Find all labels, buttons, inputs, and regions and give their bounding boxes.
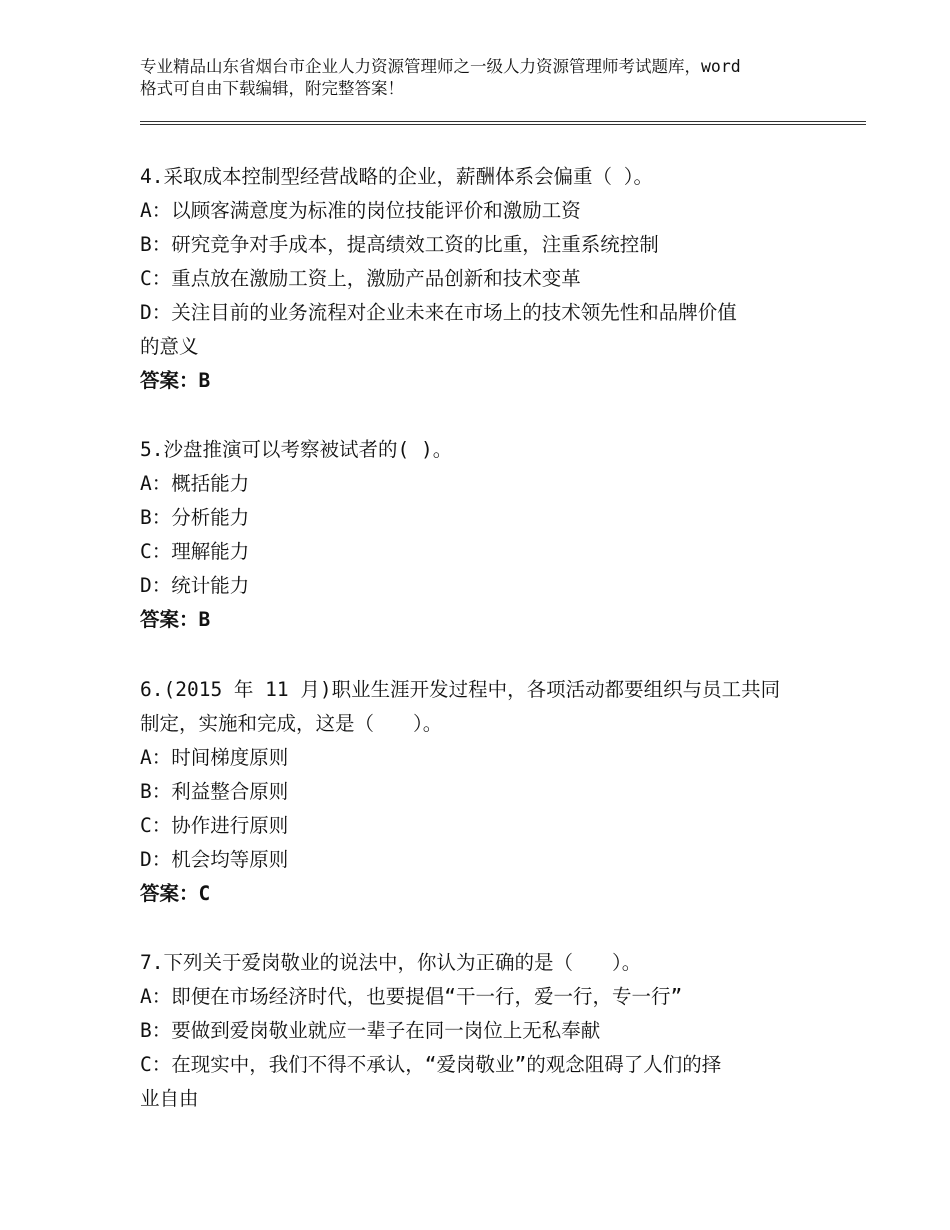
answer-label: 答案： xyxy=(140,882,199,905)
header-divider-bottom xyxy=(140,124,866,125)
option-c-continued: 业自由 xyxy=(140,1087,199,1110)
option-c: C：在现实中，我们不得不承认，“爱岗敬业”的观念阻碍了人们的择 xyxy=(140,1053,722,1076)
header-divider-top xyxy=(140,121,866,122)
answer-label: 答案： xyxy=(140,369,199,392)
document-header xyxy=(140,56,840,100)
answer xyxy=(140,603,820,637)
option-b: B：利益整合原则 xyxy=(140,780,289,803)
question-stem-continued: 制定，实施和完成，这是（ ）。 xyxy=(140,712,443,735)
header-line-1: 专业精品山东省烟台市企业人力资源管理师之一级人力资源管理师考试题库，word xyxy=(140,57,741,76)
question-stem: 7.下列关于爱岗敬业的说法中，你认为正确的是（ ）。 xyxy=(140,951,642,974)
option-c: C：重点放在激励工资上，激励产品创新和技术变革 xyxy=(140,267,581,290)
option-b: B：研究竞争对手成本，提高绩效工资的比重，注重系统控制 xyxy=(140,233,659,256)
question-5 xyxy=(140,433,820,637)
answer-label: 答案： xyxy=(140,608,199,631)
option-d: D：机会均等原则 xyxy=(140,848,289,871)
answer xyxy=(140,364,820,398)
question-stem: 5.沙盘推演可以考察被试者的( )。 xyxy=(140,438,453,461)
question-6 xyxy=(140,673,820,911)
option-a: A：以顾客满意度为标准的岗位技能评价和激励工资 xyxy=(140,199,581,222)
answer-value: C xyxy=(198,882,211,905)
question-stem: 6.(2015 年 11 月)职业生涯开发过程中，各项活动都要组织与员工共同 xyxy=(140,678,781,701)
option-d-continued: 的意义 xyxy=(140,335,199,358)
option-a: A：时间梯度原则 xyxy=(140,746,289,769)
option-b: B：分析能力 xyxy=(140,506,250,529)
option-a: A：概括能力 xyxy=(140,472,250,495)
question-7 xyxy=(140,946,820,1116)
option-c: C：理解能力 xyxy=(140,540,250,563)
question-4 xyxy=(140,160,820,398)
option-c: C：协作进行原则 xyxy=(140,814,289,837)
option-b: B：要做到爱岗敬业就应一辈子在同一岗位上无私奉献 xyxy=(140,1019,601,1042)
answer-value: B xyxy=(198,608,211,631)
answer-value: B xyxy=(198,369,211,392)
answer xyxy=(140,877,820,911)
question-stem: 4.采取成本控制型经营战略的企业，薪酬体系会偏重（ ）。 xyxy=(140,165,653,188)
header-line-2: 格式可自由下载编辑，附完整答案！ xyxy=(140,79,404,98)
option-d: D：统计能力 xyxy=(140,574,250,597)
option-d: D：关注目前的业务流程对企业未来在市场上的技术领先性和品牌价值 xyxy=(140,301,737,324)
option-a: A：即便在市场经济时代，也要提倡“干一行，爱一行，专一行” xyxy=(140,985,683,1008)
